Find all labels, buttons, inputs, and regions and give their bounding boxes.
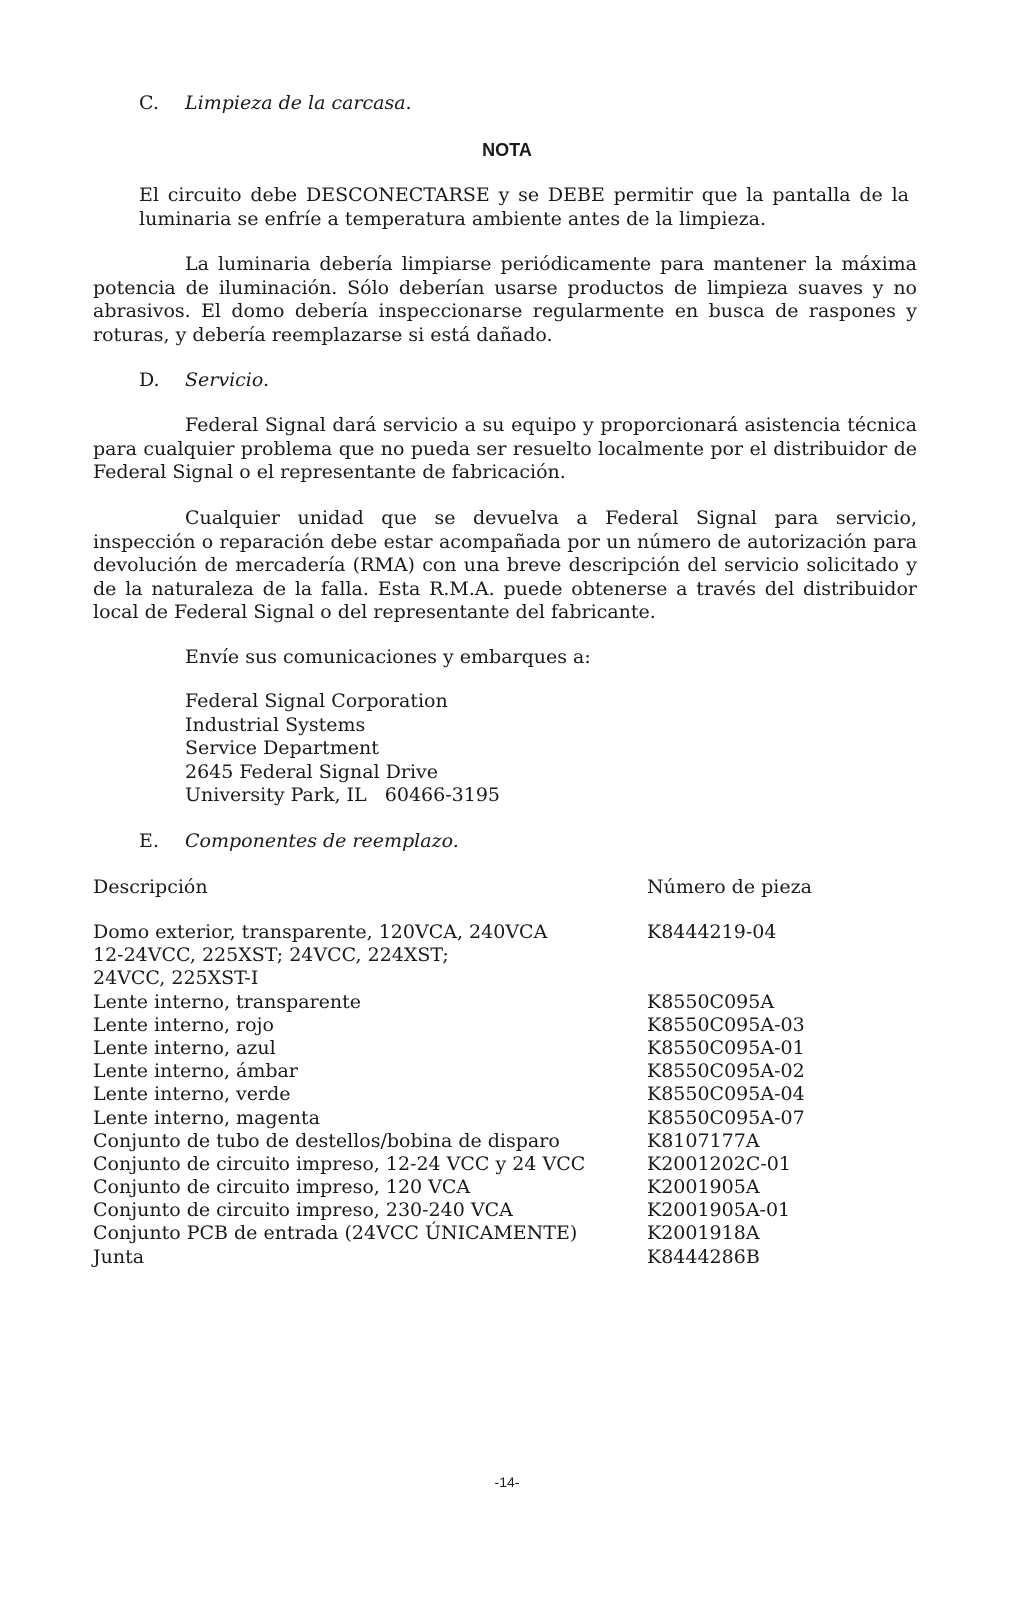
note-text: El circuito debe DESCONECTARSE y se DEBE permitir que la pantalla de la luminaria se enfríe a temperatura ambiente antes de la limpieza. — [139, 184, 909, 230]
row-part-number: K8550C095A-01 — [647, 1036, 805, 1059]
service-paragraph-2 — [93, 507, 917, 625]
row-description: Lente interno, transparente — [93, 990, 362, 1013]
row-part-number: K8444219-04 — [647, 921, 777, 943]
row-description: 12-24VCC, 225XST; 24VCC, 224XST; — [93, 944, 449, 967]
table-row — [93, 944, 813, 967]
table-row — [93, 1199, 813, 1222]
address-line: 2645 Federal Signal Drive — [185, 760, 439, 783]
row-description: Junta — [93, 1245, 145, 1268]
service-address — [185, 690, 500, 808]
service-paragraph-2-text: Cualquier unidad que se devuelva a Federal Signal para servicio, inspección o reparación debe estar acompañada por un número de autorización para devolución de mercadería (RMA) con una breve descripción del servicio solicitado y de la naturaleza de la falla. Esta R.M.A. puede obtenerse a través del distribuidor local de Federal Signal o del representante del fabricante. — [93, 507, 917, 623]
section-d-letter: D. — [139, 369, 160, 391]
row-description: Lente interno, magenta — [93, 1106, 320, 1129]
table-row — [93, 1153, 813, 1176]
cleaning-paragraph — [93, 253, 917, 347]
table-header-description: Descripción — [93, 876, 208, 898]
row-description: Conjunto de circuito impreso, 120 VCA — [93, 1176, 471, 1199]
row-part-number: K8550C095A-04 — [647, 1083, 805, 1106]
row-description: Lente interno, azul — [93, 1036, 276, 1059]
table-row — [93, 1107, 813, 1130]
row-description: Conjunto de circuito impreso, 230-240 VCA — [93, 1199, 513, 1222]
address-line: Service Department — [185, 737, 379, 759]
row-description: Conjunto de tubo de destellos/bobina de disparo — [93, 1129, 560, 1152]
service-paragraph-1-text: Federal Signal dará servicio a su equipo y proporcionará asistencia técnica para cualquier problema que no pueda ser resuelto localmente por el distribuidor de Federal Signal o el representante de fabricación. — [93, 414, 917, 483]
send-to-label: Envíe sus comunicaciones y embarques a: — [185, 646, 591, 668]
row-description: Domo exterior, transparente, 120VCA, 240VCA — [93, 921, 548, 943]
section-c-letter: C. — [139, 92, 159, 114]
page-number: -14- — [494, 1474, 520, 1490]
row-description: Lente interno, rojo — [93, 1013, 274, 1036]
row-description: Conjunto PCB de entrada (24VCC ÚNICAMENTE) — [93, 1222, 578, 1245]
section-d-title: Servicio. — [185, 369, 270, 391]
table-row — [93, 1014, 813, 1037]
row-part-number: K2001918A — [647, 1222, 760, 1245]
table-row — [93, 1246, 813, 1269]
row-part-number: K8444286B — [647, 1245, 760, 1268]
row-part-number: K8550C095A-03 — [647, 1013, 805, 1036]
table-row — [93, 1222, 813, 1245]
row-part-number: K2001905A-01 — [647, 1199, 791, 1222]
table-row — [93, 921, 813, 944]
row-part-number: K2001905A — [647, 1176, 760, 1199]
address-line: University Park, IL 60466-3195 — [185, 784, 501, 806]
address-line: Federal Signal Corporation — [185, 690, 448, 712]
table-row — [93, 991, 813, 1014]
table-row — [93, 1130, 813, 1153]
section-e-letter: E. — [139, 830, 159, 852]
row-part-number: K8550C095A-07 — [647, 1106, 805, 1129]
address-line: Industrial Systems — [185, 713, 366, 736]
row-part-number: K2001202C-01 — [647, 1152, 791, 1175]
table-row — [93, 1083, 813, 1106]
section-c-title: Limpieza de la carcasa. — [185, 92, 412, 114]
row-description: 24VCC, 225XST-I — [93, 967, 259, 990]
row-part-number: K8107177A — [647, 1129, 760, 1152]
service-paragraph-1 — [93, 414, 917, 485]
table-row — [93, 1176, 813, 1199]
row-part-number: K8550C095A-02 — [647, 1060, 805, 1083]
table-row — [93, 1060, 813, 1083]
row-description: Lente interno, verde — [93, 1083, 291, 1106]
table-row — [93, 1037, 813, 1060]
parts-table — [93, 921, 813, 1269]
row-description: Lente interno, ámbar — [93, 1060, 298, 1083]
row-description: Conjunto de circuito impreso, 12-24 VCC y 24 VCC — [93, 1152, 586, 1175]
note-heading: NOTA — [482, 140, 532, 160]
row-part-number: K8550C095A — [647, 990, 775, 1013]
cleaning-paragraph-text: La luminaria debería limpiarse periódicamente para mantener la máxima potencia de iluminación. Sólo deberían usarse productos de limpieza suaves y no abrasivos. El domo debería inspeccionarse regularmente en busca de raspones y roturas, y debería reemplazarse si está dañado. — [93, 253, 917, 346]
section-e-title: Componentes de reemplazo. — [185, 830, 459, 852]
table-row — [93, 967, 813, 990]
table-header-part-number: Número de pieza — [647, 876, 812, 898]
